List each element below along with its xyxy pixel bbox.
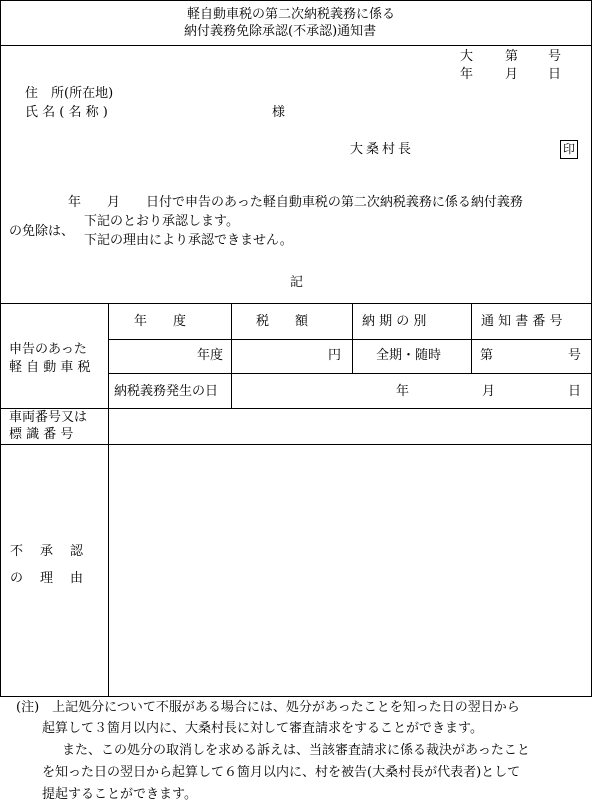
value-fiscal-year: 年度 [197, 348, 224, 363]
note-line-4: を知った日の翌日から起算して６箇月以内に、村を被告(大桑村長が代表者)として [42, 765, 521, 780]
table-col-label [108, 303, 109, 696]
table-vehicle-divider [0, 444, 592, 445]
table-col-2 [352, 303, 353, 373]
table-values-divider [108, 373, 592, 374]
table-col-1 [231, 303, 232, 408]
name-label: 氏 名 ( 名 称 ) [25, 105, 108, 120]
note-line-5: 提起することができます。 [42, 787, 197, 802]
title-divider [0, 45, 592, 46]
title-line-2: 納付義務免除承認(不承認)通知書 [184, 24, 377, 39]
body-line-2-left: の免除は、 [9, 224, 75, 239]
header-notice-number: 通 知 書 番 号 [481, 314, 563, 329]
ki-heading: 記 [290, 275, 304, 290]
row-header-line-1: 申告のあった [9, 342, 87, 357]
honorific-sama: 様 [272, 105, 286, 120]
body-line-1: 年 月 日付で申告のあった軽自動車税の第二次納税義務に係る納付義務 [68, 195, 523, 210]
address-label: 住 所(所在地) [25, 86, 114, 101]
row-header-line-2: 軽 自 動 車 税 [9, 360, 91, 375]
header-payment-period: 納 期 の 別 [362, 314, 427, 329]
body-line-3: 下記の理由により承認できません。 [84, 233, 293, 248]
doc-number-dai: 第 [505, 49, 519, 64]
vehicle-label-line-2: 標 識 番 号 [9, 427, 74, 442]
value-payment-period: 全期・随時 [376, 348, 442, 363]
note-line-2: 起算して３箇月以内に、大桑村長に対して審査請求をすることができます。 [42, 721, 483, 736]
value-notice-dai: 第 [480, 348, 494, 363]
body-line-2-right: 下記のとおり承認します。 [84, 214, 239, 229]
vehicle-label-line-1: 車両番号又は [9, 410, 88, 425]
table-obligation-divider [0, 408, 592, 409]
title-line-1: 軽自動車税の第二次納税義務に係る [187, 7, 396, 22]
reason-label-line-2: の 理 由 [10, 571, 86, 586]
seal-stamp: 印 [560, 140, 578, 159]
reason-label-line-1: 不 承 認 [10, 544, 86, 559]
header-tax-amount: 税 額 [256, 314, 309, 329]
table-header-divider [108, 339, 592, 340]
date-day: 日 [548, 67, 562, 82]
value-notice-go: 号 [568, 348, 582, 363]
table-bottom [0, 696, 592, 697]
date-month: 月 [505, 67, 519, 82]
note-line-1: (注) 上記処分について不服がある場合には、処分があったことを知った日の翌日から [16, 700, 520, 715]
obligation-day: 日 [568, 384, 582, 399]
frame-top [0, 0, 592, 1]
obligation-label: 納税義務発生の日 [114, 384, 219, 399]
doc-number-go: 号 [548, 49, 562, 64]
value-tax-yen: 円 [328, 348, 342, 363]
date-year: 年 [460, 67, 474, 82]
frame-left [0, 0, 1, 697]
header-fiscal-year: 年 度 [134, 314, 187, 329]
obligation-year: 年 [396, 384, 410, 399]
table-top [0, 303, 592, 304]
note-line-3: また、この処分の取消しを求める訴えは、当該審査請求に係る裁決があったこと [62, 743, 530, 758]
table-col-3 [471, 303, 472, 373]
doc-number-prefix: 大 [460, 49, 474, 64]
issuer-name: 大桑村長 [350, 142, 415, 157]
obligation-month: 月 [482, 384, 496, 399]
